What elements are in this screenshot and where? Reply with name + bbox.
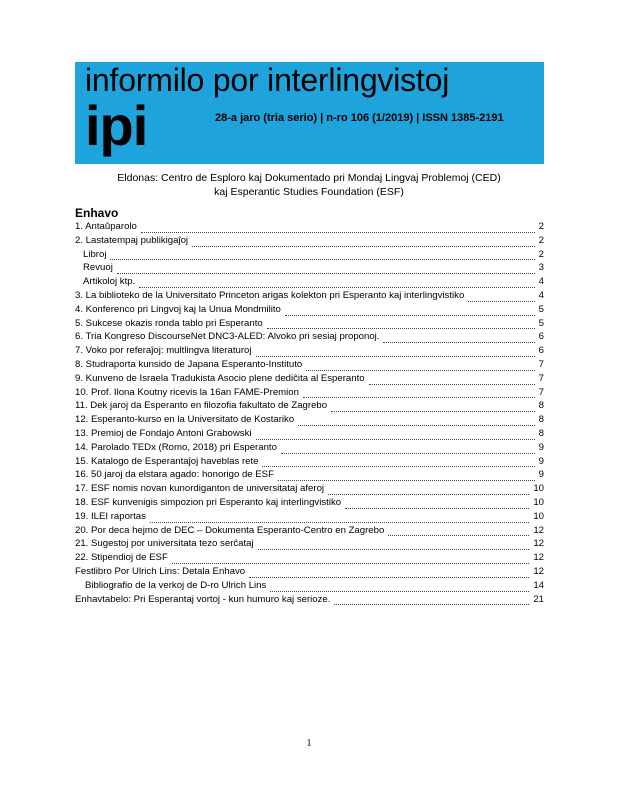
toc-dot-leader (117, 273, 535, 274)
toc-entry-title: 16. 50 jaroj da elstara agado: honorigo de ESF (75, 469, 274, 481)
toc-entry-page: 8 (538, 427, 544, 439)
toc-entry-page: 8 (538, 400, 544, 412)
toc-entry-title: 1. Antaŭparolo (75, 221, 137, 232)
toc-entry-title: 17. ESF nomis novan kunordiganton de universitataj aferoj (75, 483, 325, 495)
contents-heading: Enhavo (75, 206, 119, 220)
toc-entry[interactable] (75, 400, 544, 414)
toc-entry[interactable] (75, 221, 544, 235)
toc-entry-page: 7 (538, 358, 544, 370)
toc-dot-leader (468, 301, 534, 302)
toc-entry-title: 5. Sukcese okazis ronda tablo pri Esperanto (75, 317, 263, 329)
toc-dot-leader (388, 535, 529, 536)
toc-entry[interactable] (75, 249, 544, 263)
toc-entry-page: 7 (538, 372, 544, 384)
toc-entry-page: 2 (538, 248, 544, 260)
page-number: 1 (306, 738, 312, 749)
toc-dot-leader (285, 315, 535, 316)
toc-entry[interactable] (75, 442, 544, 456)
toc-entry-page: 12 (533, 538, 544, 550)
masthead-banner (75, 62, 544, 164)
toc-entry-title: 12. Esperanto-kurso en la Universitato de Kostariko (75, 414, 295, 426)
toc-dot-leader (334, 604, 529, 605)
toc-dot-leader (306, 370, 534, 371)
table-of-contents (75, 221, 544, 607)
toc-entry-title: Libroj (83, 248, 107, 260)
toc-entry-page: 10 (533, 496, 544, 508)
ipi-logo: ipi (85, 94, 148, 157)
toc-entry-page: 10 (533, 510, 544, 522)
toc-entry-page: 4 (538, 289, 544, 301)
toc-entry-title: 3. La biblioteko de la Universitato Princeton arigas kolekton pri Esperanto kaj interlingvistiko (75, 289, 465, 301)
toc-entry[interactable] (75, 511, 544, 525)
toc-dot-leader (172, 563, 530, 564)
toc-entry[interactable] (75, 566, 544, 580)
toc-entry[interactable] (75, 594, 544, 608)
toc-dot-leader (270, 591, 529, 592)
toc-entry-page: 2 (538, 221, 544, 232)
toc-entry[interactable] (75, 538, 544, 552)
toc-entry-page: 4 (538, 276, 544, 288)
publisher-line-2: kaj Esperantic Studies Foundation (ESF) (214, 186, 404, 198)
toc-entry[interactable] (75, 428, 544, 442)
toc-entry[interactable] (75, 345, 544, 359)
toc-dot-leader (298, 425, 534, 426)
toc-entry-page: 21 (533, 593, 544, 605)
toc-dot-leader (110, 259, 534, 260)
toc-entry[interactable] (75, 552, 544, 566)
toc-dot-leader (256, 439, 535, 440)
newsletter-title: informilo por interlingvistoj (85, 62, 450, 98)
toc-dot-leader (249, 577, 529, 578)
toc-entry[interactable] (75, 262, 544, 276)
toc-entry-title: 11. Dek jaroj da Esperanto en filozofia fakultato de Zagrebo (75, 400, 328, 412)
toc-dot-leader (262, 466, 534, 467)
toc-entry-title: Festlibro Por Ulrich Lins: Detala Enhavo (75, 565, 246, 577)
toc-entry[interactable] (75, 456, 544, 470)
toc-entry-title: 4. Konferenco pri Lingvoj kaj la Unua Mondmilito (75, 303, 281, 315)
toc-entry-title: 21. Sugestoj por universitata tezo serĉataj (75, 538, 254, 550)
toc-entry[interactable] (75, 276, 544, 290)
toc-entry-title: Revuoj (83, 262, 113, 274)
toc-dot-leader (345, 508, 529, 509)
toc-entry[interactable] (75, 483, 544, 497)
toc-dot-leader (369, 384, 535, 385)
toc-dot-leader (383, 342, 534, 343)
toc-entry-page: 12 (533, 565, 544, 577)
toc-dot-leader (150, 522, 529, 523)
toc-entry[interactable] (75, 580, 544, 594)
toc-entry[interactable] (75, 359, 544, 373)
toc-entry-page: 5 (538, 303, 544, 315)
toc-dot-leader (328, 494, 529, 495)
toc-entry-page: 6 (538, 345, 544, 357)
toc-entry-title: 13. Premioj de Fondajo Antoni Grabowski (75, 427, 252, 439)
publisher-line-1: Eldonas: Centro de Esploro kaj Dokumentado pri Mondaj Lingvaj Problemoj (CED) (117, 172, 501, 184)
toc-entry[interactable] (75, 304, 544, 318)
toc-entry-page: 9 (538, 455, 544, 467)
toc-entry-page: 14 (533, 579, 544, 591)
toc-dot-leader (278, 480, 535, 481)
toc-entry-page: 3 (538, 262, 544, 274)
toc-entry[interactable] (75, 387, 544, 401)
toc-entry-title: 15. Katalogo de Esperantaĵoj haveblas rete (75, 455, 259, 467)
toc-entry-page: 12 (533, 524, 544, 536)
toc-entry-title: 8. Studraporta kunsido de Japana Esperanto-Instituto (75, 358, 303, 370)
toc-dot-leader (256, 356, 535, 357)
toc-entry-title: 22. Stipendioj de ESF (75, 552, 168, 564)
toc-entry-title: 20. Por deca hejmo de DEC – Dokumenta Esperanto-Centro en Zagrebo (75, 524, 385, 536)
toc-entry[interactable] (75, 414, 544, 428)
toc-entry[interactable] (75, 331, 544, 345)
issue-info: 28-a jaro (tria serio) | n-ro 106 (1/2019) | ISSN 1385-2191 (215, 112, 504, 124)
toc-entry-page: 9 (538, 441, 544, 453)
toc-entry-title: 2. Lastatempaj publikigaĵoj (75, 234, 189, 246)
toc-dot-leader (303, 397, 535, 398)
toc-entry-page: 6 (538, 331, 544, 343)
toc-entry-title: Enhavtabelo: Pri Esperantaj vortoj - kun humuro kaj serioze. (75, 593, 331, 605)
toc-entry[interactable] (75, 235, 544, 249)
toc-dot-leader (281, 453, 535, 454)
toc-entry-title: 14. Parolado TEDx (Romo, 2018) pri Esperanto (75, 441, 277, 453)
toc-entry-page: 10 (533, 483, 544, 495)
toc-entry-title: 6. Tria Kongreso DiscourseNet DNC3-ALED: Alvoko pri sesiaj proponoj. (75, 331, 380, 343)
toc-dot-leader (258, 549, 530, 550)
toc-dot-leader (267, 328, 535, 329)
toc-entry-page: 8 (538, 414, 544, 426)
toc-entry-title: 19. ILEI raportas (75, 510, 146, 522)
toc-entry-title: 9. Kunveno de Israela Tradukista Asocio plene dediĉita al Esperanto (75, 372, 365, 384)
toc-dot-leader (331, 411, 535, 412)
toc-entry-page: 2 (538, 234, 544, 246)
toc-entry-title: 18. ESF kunvenigis simpozion pri Esperanto kaj interlingvistiko (75, 496, 342, 508)
toc-entry-title: Artikoloj ktp. (83, 276, 136, 288)
toc-dot-leader (141, 232, 535, 233)
toc-entry[interactable] (75, 469, 544, 483)
toc-entry[interactable] (75, 318, 544, 332)
toc-entry-page: 5 (538, 317, 544, 329)
toc-entry[interactable] (75, 497, 544, 511)
toc-dot-leader (139, 287, 534, 288)
toc-dot-leader (192, 246, 535, 247)
toc-entry-title: Bibliografio de la verkoj de D-ro Ulrich Lins (85, 579, 267, 591)
toc-entry[interactable] (75, 373, 544, 387)
toc-entry-title: 7. Voko por referaĵoj: multlingva literaturoj (75, 345, 252, 357)
toc-entry[interactable] (75, 525, 544, 539)
toc-entry-page: 12 (533, 552, 544, 564)
toc-entry-title: 10. Prof. Ilona Koutny ricevis la 16an FAME-Premion (75, 386, 299, 398)
toc-entry-page: 7 (538, 386, 544, 398)
toc-entry[interactable] (75, 290, 544, 304)
toc-entry-page: 9 (538, 469, 544, 481)
